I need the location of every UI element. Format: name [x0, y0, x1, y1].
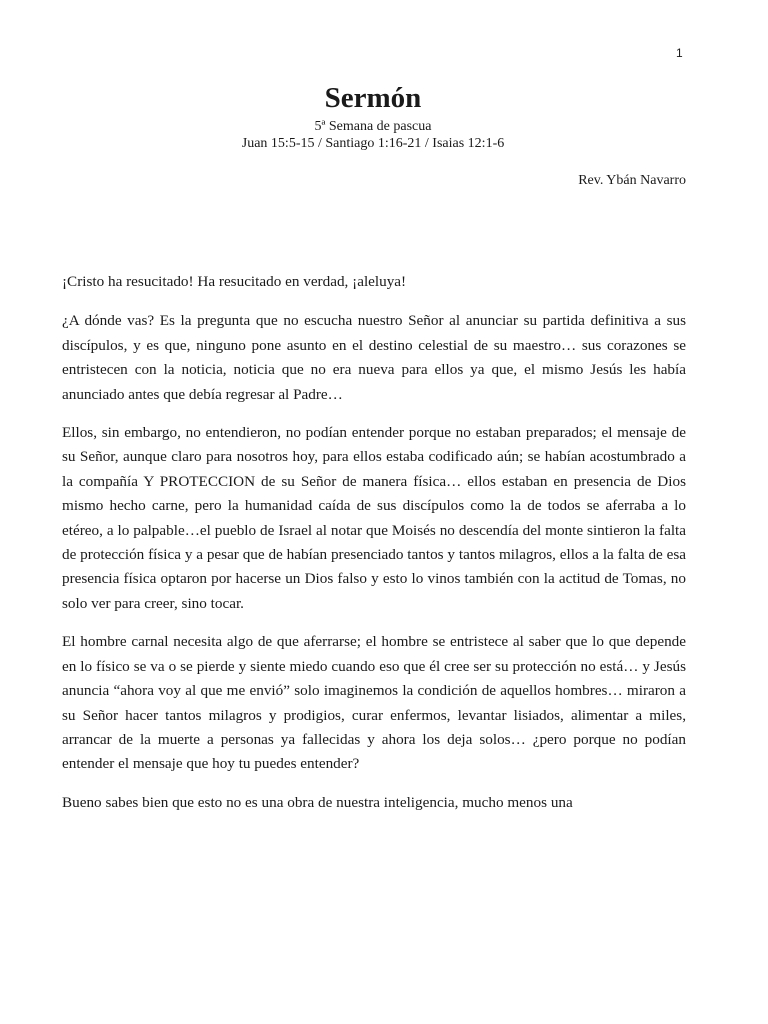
paragraph: Ellos, sin embargo, no entendieron, no podían entender porque no estaban preparados; el mensaje de su Señor, aunque claro para nosotros hoy, para ellos estaba codificado aún; se habían acostumbrado a la compañía Y PROTECCION de su Señor de manera física… ellos estaban en presencia de Dios mismo hecho carne, pero la humanidad caída de sus discípulos como la de todos se aferraba a lo etéreo, a lo palpable…el pueblo de Israel al notar que Moisés no descendía del monte sintieron la falta de protección física y a pesar que de habían presenciado tantos y tantos milagros, ellos a la falta de esa presencia física optaron por hacerse un Dios falso y esto lo vinos también con la actitud de Tomas, no solo ver para creer, sino tocar.	[62, 424, 686, 612]
sermon-subtitle: 5ª Semana de pascua	[314, 119, 432, 134]
sermon-title: Sermón	[324, 82, 422, 114]
paragraph: ¡Cristo ha resucitado! Ha resucitado en verdad, ¡aleluya!	[62, 273, 407, 290]
paragraph: ¿A dónde vas? Es la pregunta que no escucha nuestro Señor al anunciar su partida definitiva a sus discípulos, y es que, ninguno pone asunto en el destino celestial de su maestro… sus corazones se entristecen con la noticia, noticia que no era nueva para ellos ya que, el mismo Jesús les había anunciado antes que debía regresar al Padre…	[62, 312, 686, 403]
scripture-readings: Juan 15:5-15 / Santiago 1:16-21 / Isaias 12:1-6	[241, 136, 505, 151]
author-line: Rev. Ybán Navarro	[578, 173, 686, 188]
paragraph: Bueno sabes bien que esto no es una obra de nuestra inteligencia, mucho menos una	[62, 793, 573, 811]
sermon-body	[62, 270, 686, 829]
paragraph: El hombre carnal necesita algo de que aferrarse; el hombre se entristece al saber que lo que depende en lo físico se va o se pierde y siente miedo cuando eso que él cree ser su protección no está… y Jesús anuncia “ahora voy al que me envió” solo imaginemos la condición de aquellos hombres… miraron a su Señor hacer tantos milagros y prodigios, curar enfermos, levantar lisiados, alimentar a miles, arrancar de la muerte a personas ya fallecidas y ahora los deja solos… ¿pero porque no podían entender el mensaje que hoy tu puedes entender?	[62, 633, 686, 773]
page-number: 1	[676, 46, 683, 60]
